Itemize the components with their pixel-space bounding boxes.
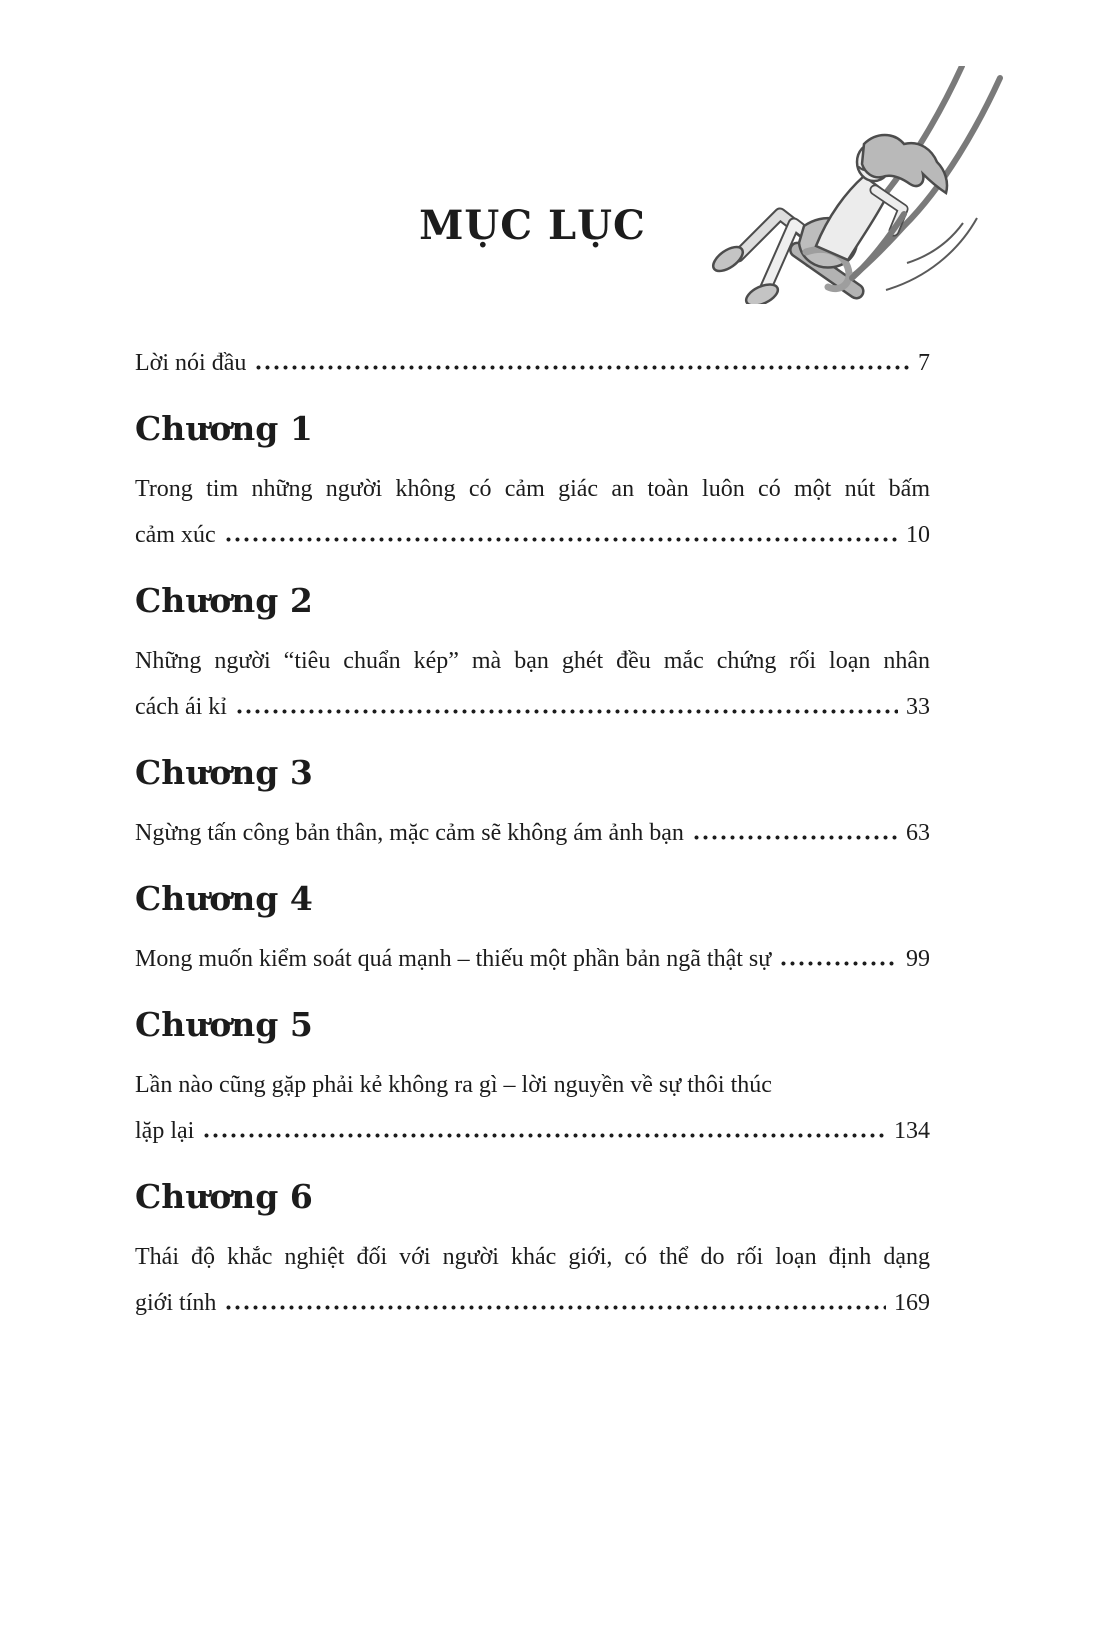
dot-leader [694,835,898,840]
chapter-heading: Chương 5 [135,1005,313,1044]
toc-content [135,0,930,1326]
toc-entry [135,1280,930,1326]
toc-chapter-2 [135,578,930,730]
toc-chapter-4 [135,876,930,982]
chapter-heading: Chương 6 [135,1177,313,1216]
toc-entry [135,684,930,730]
chapter-heading: Chương 3 [135,753,313,792]
dot-leader [204,1133,886,1138]
dot-leader [237,709,898,714]
toc-entry [135,810,930,856]
dot-leader [226,1305,886,1310]
toc-chapter-3 [135,750,930,856]
toc-entry [135,936,930,982]
toc-entry-label: lặp lại [135,1118,195,1144]
toc-chapter-5 [135,1002,930,1154]
toc-entry-label: giới tính [135,1290,217,1316]
page-number: 134 [894,1118,930,1144]
page-number: 10 [906,522,930,548]
chapter-title-line: Lần nào cũng gặp phải kẻ không ra gì – lời nguyền về sự thôi thúc [135,1072,772,1098]
chapter-heading: Chương 4 [135,879,313,918]
toc-entry-label: cách ái kỉ [135,694,227,720]
chapter-heading: Chương 2 [135,581,313,620]
dot-leader [256,365,910,370]
toc-entry [135,1108,930,1154]
toc-entry-preface [135,340,930,386]
page-number: 99 [906,946,930,972]
page-number: 7 [918,350,930,376]
chapter-title-line: Những người “tiêu chuẩn kép” mà bạn ghét đều mắc chứng rối loạn nhân [135,648,930,674]
toc-entry-label: Mong muốn kiểm soát quá mạnh – thiếu một phần bản ngã thật sự [135,946,772,972]
toc-entry-label: Ngừng tấn công bản thân, mặc cảm sẽ không ám ảnh bạn [135,820,684,846]
chapter-heading: Chương 1 [135,409,313,448]
page-title: MỤC LỤC [419,202,646,249]
page-number: 63 [906,820,930,846]
page-number: 33 [906,694,930,720]
chapter-title-line: Thái độ khắc nghiệt đối với người khác giới, có thể do rối loạn định dạng [135,1244,930,1270]
toc-entry-label: cảm xúc [135,522,216,548]
chapter-title-line: Trong tim những người không có cảm giác an toàn luôn có một nút bấm [135,476,930,502]
toc-chapter-6 [135,1174,930,1326]
toc-entry [135,512,930,558]
dot-leader [781,961,898,966]
page-number: 169 [894,1290,930,1316]
dot-leader [226,537,898,542]
toc-chapter-1 [135,406,930,558]
toc-entry-label: Lời nói đầu [135,350,247,376]
